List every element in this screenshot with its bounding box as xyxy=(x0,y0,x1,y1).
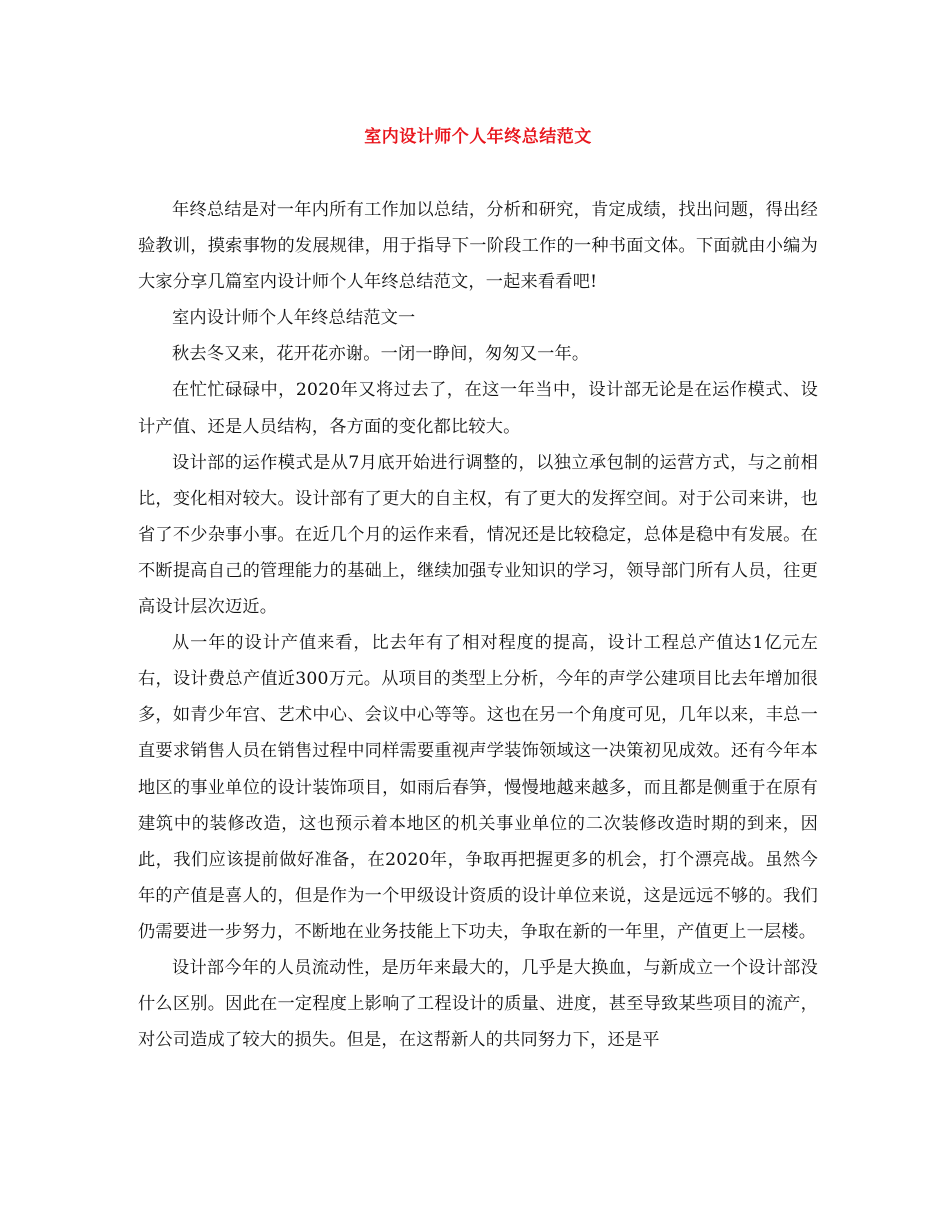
document-body xyxy=(138,192,818,1058)
paragraph-design-output: 从一年的设计产值来看，比去年有了相对程度的提高，设计工程总产值达1亿元左右，设计费总产值近300万元。从项目的类型上分析，今年的声学公建项目比去年增加很多，如青少年宫、艺术中心、会议中心等等。这也在另一个角度可见，几年以来，丰总一直要求销售人员在销售过程中同样需要重视声学装饰领域这一决策初见成效。还有今年本地区的事业单位的设计装饰项目，如雨后春笋，慢慢地越来越多，而且都是侧重于在原有建筑中的装修改造，这也预示着本地区的机关事业单位的二次装修改造时期的到来，因此，我们应该提前做好准备，在2020年，争取再把握更多的机会，打个漂亮战。虽然今年的产值是喜人的，但是作为一个甲级设计资质的设计单位来说，这是远远不够的。我们仍需要进一步努力，不断地在业务技能上下功夫，争取在新的一年里，产值更上一层楼。 xyxy=(138,633,818,942)
paragraph-intro: 年终总结是对一年内所有工作加以总结，分析和研究，肯定成绩，找出问题，得出经验教训，摸索事物的发展规律，用于指导下一阶段工作的一种书面文体。下面就由小编为大家分享几篇室内设计师个人年终总结范文，一起来看看吧! xyxy=(138,200,818,293)
paragraph-section-heading: 室内设计师个人年终总结范文一 xyxy=(172,308,416,329)
paragraph-opening-line: 秋去冬又来，花开花亦谢。一闭一睁间，匆匆又一年。 xyxy=(172,344,590,365)
paragraph-operation-mode: 设计部的运作模式是从7月底开始进行调整的，以独立承包制的运营方式，与之前相比，变化相对较大。设计部有了更大的自主权，有了更大的发挥空间。对于公司来讲，也省了不少杂事小事。在近几个月的运作来看，情况还是比较稳定，总体是稳中有发展。在不断提高自己的管理能力的基础上，继续加强专业知识的学习，领导部门所有人员，往更高设计层次迈近。 xyxy=(138,452,818,618)
document-title: 室内设计师个人年终总结范文 xyxy=(364,127,592,147)
paragraph-year-overview: 在忙忙碌碌中，2020年又将过去了，在这一年当中，设计部无论是在运作模式、设计产值、还是人员结构，各方面的变化都比较大。 xyxy=(138,380,818,437)
document-page xyxy=(138,0,818,1230)
paragraph-staff-turnover: 设计部今年的人员流动性，是历年来最大的，几乎是大换血，与新成立一个设计部没什么区别。因此在一定程度上影响了工程设计的质量、进度，甚至导致某些项目的流产，对公司造成了较大的损失。但是，在这帮新人的共同努力下，还是平 xyxy=(138,957,818,1051)
